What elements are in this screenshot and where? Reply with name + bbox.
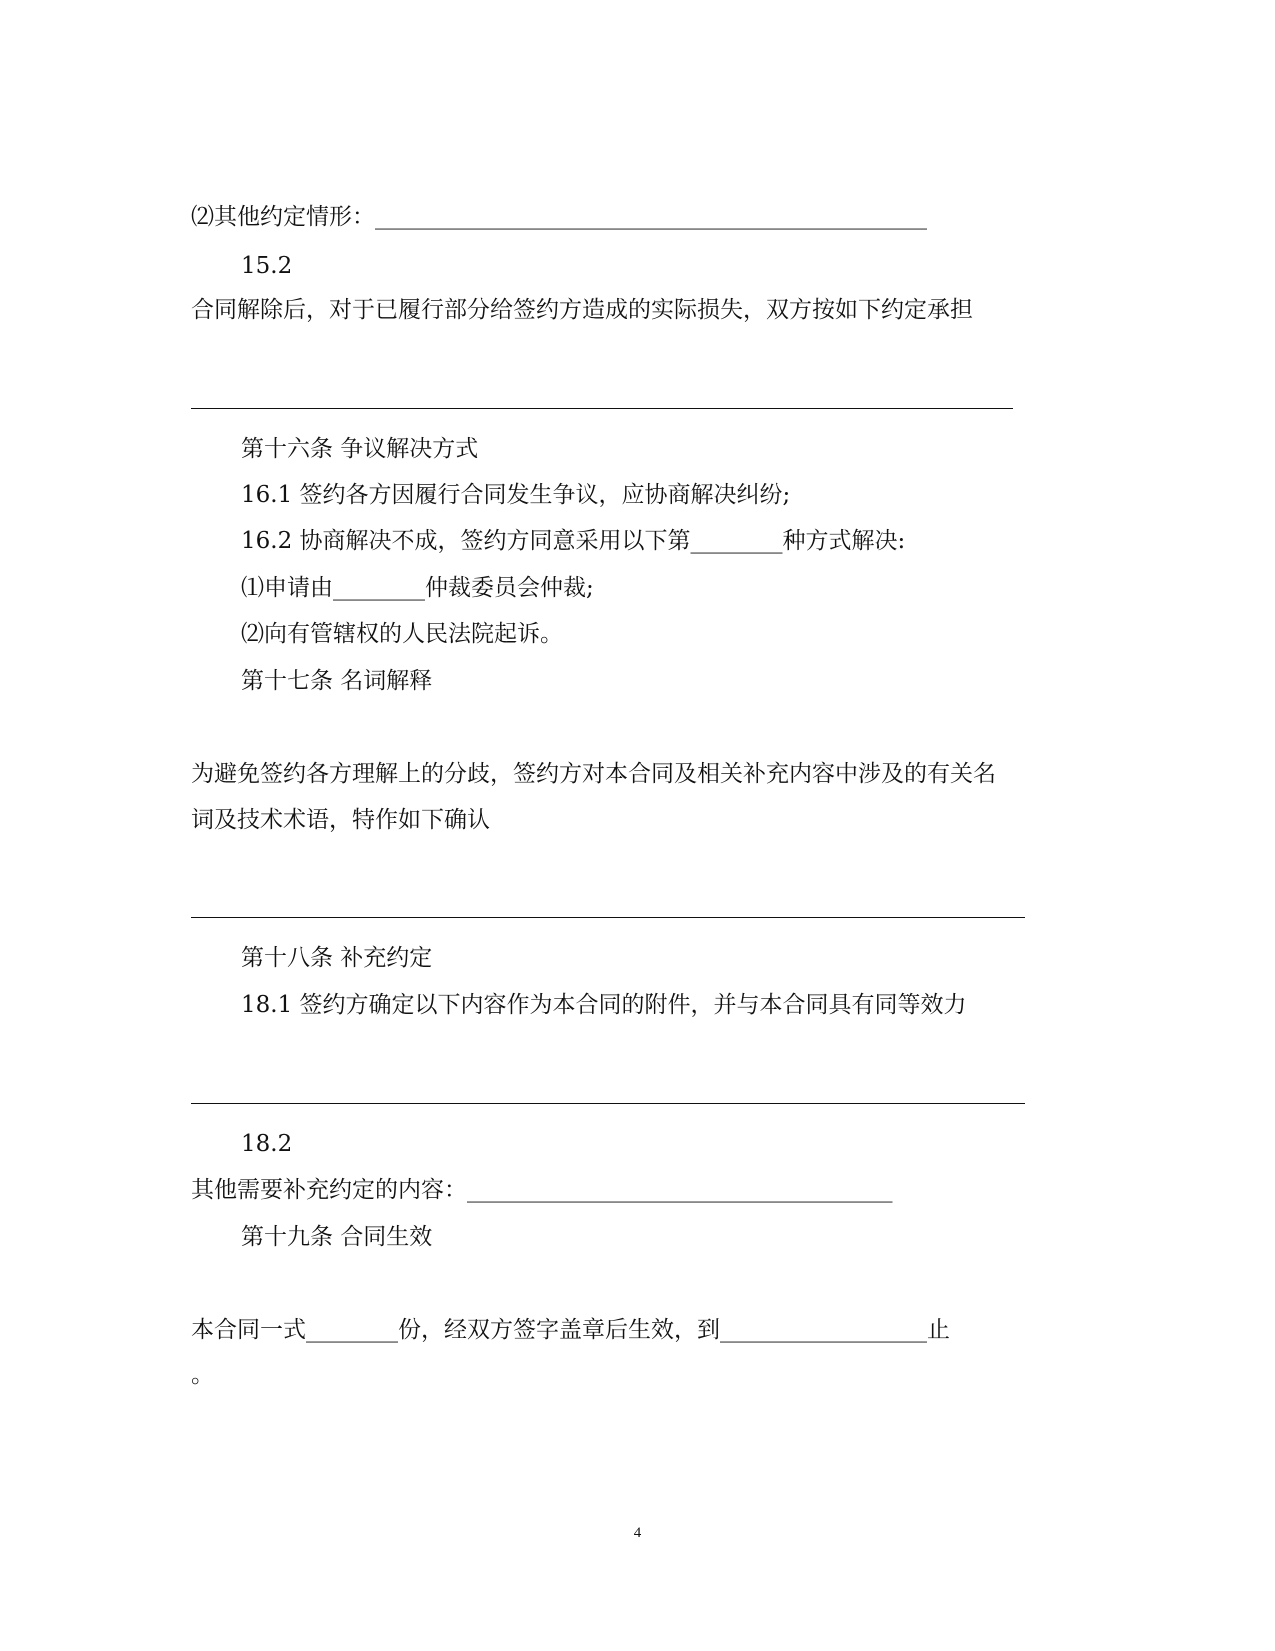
article-19-heading: 第十九条 合同生效 <box>241 1224 433 1250</box>
clause-15-2-number: 15.2 <box>241 253 293 279</box>
article-17-heading: 第十七条 名词解释 <box>241 668 433 694</box>
clause-15-1-2: ⑵其他约定情形：________________________________________________ <box>191 204 927 230</box>
blank-line-17 <box>191 917 1025 918</box>
clause-16-2-option-1: ⑴申请由________仲裁委员会仲裁; <box>241 575 594 601</box>
clause-19-period: 。 <box>191 1362 214 1388</box>
clause-18-2-text: 其他需要补充约定的内容：_____________________________________ <box>191 1177 893 1203</box>
clause-15-2-text: 合同解除后，对于已履行部分给签约方造成的实际损失，双方按如下约定承担 <box>191 297 973 323</box>
clause-19-text: 本合同一式________份，经双方签字盖章后生效，到__________________止 <box>191 1317 950 1343</box>
clause-17-text-2: 词及技术术语，特作如下确认 <box>191 807 490 833</box>
clause-18-1: 18.1 签约方确定以下内容作为本合同的附件，并与本合同具有同等效力 <box>241 992 967 1018</box>
page-number: 4 <box>633 1525 642 1541</box>
clause-16-2-option-2: ⑵向有管辖权的人民法院起诉。 <box>241 621 563 647</box>
clause-16-1: 16.1 签约各方因履行合同发生争议，应协商解决纠纷; <box>241 482 791 508</box>
article-16-heading: 第十六条 争议解决方式 <box>241 436 479 462</box>
blank-line-15-2 <box>191 408 1013 409</box>
clause-18-2-number: 18.2 <box>241 1131 293 1157</box>
clause-17-text-1: 为避免签约各方理解上的分歧，签约方对本合同及相关补充内容中涉及的有关名 <box>191 761 996 787</box>
clause-16-2: 16.2 协商解决不成，签约方同意采用以下第________种方式解决: <box>241 528 906 554</box>
blank-line-18-1 <box>191 1103 1025 1104</box>
article-18-heading: 第十八条 补充约定 <box>241 945 433 971</box>
